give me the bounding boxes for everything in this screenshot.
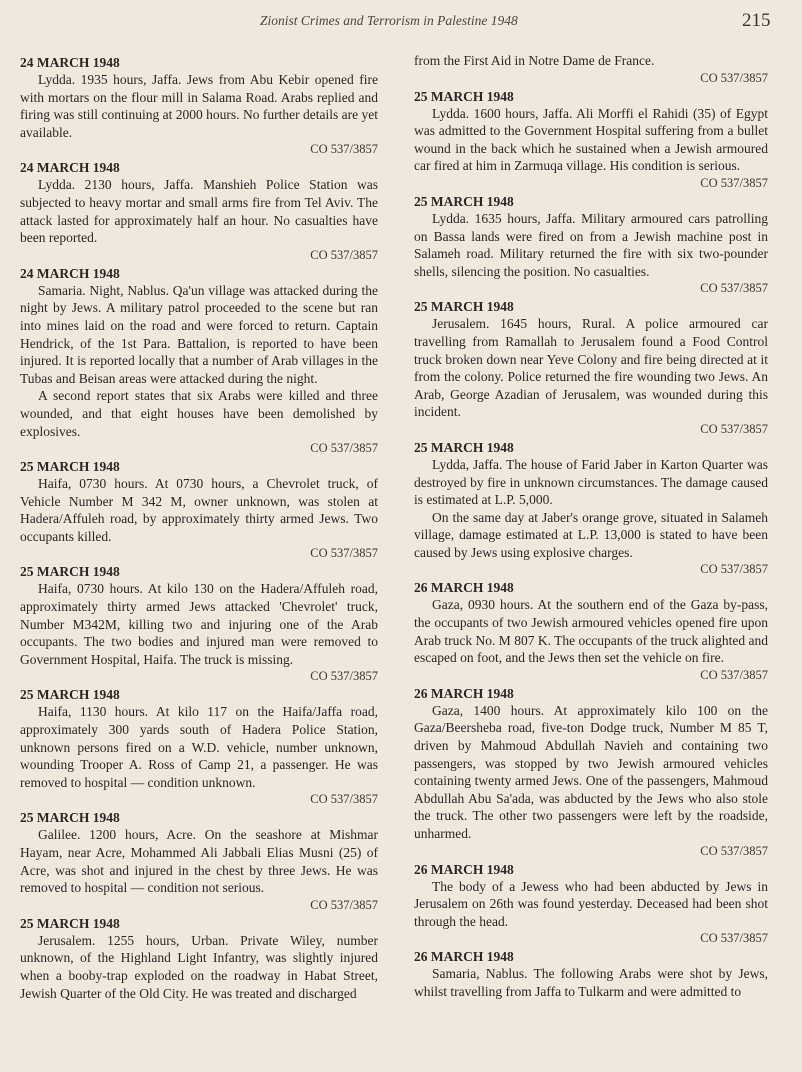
entry-date: 25 MARCH 1948 — [20, 810, 120, 826]
entry-paragraph: Lydda. 2130 hours, Jaffa. Manshieh Police Station was subjected to heavy mortar and small arms fire from Tel Aviv. The attack lasted for approximately half an hour. No casualties have been reported. — [20, 177, 378, 246]
entry-paragraph: On the same day at Jaber's orange grove, situated in Salameh village, damage estimated at L.P. 13,000 is stated to have been caused by Jews using explosive charges. — [414, 509, 768, 560]
entry-paragraph: from the First Aid in Notre Dame de France. — [414, 53, 655, 68]
entry-date: 24 MARCH 1948 — [20, 55, 120, 70]
source-reference: CO 537/3857 — [310, 897, 378, 912]
entry-paragraph: Lydda. 1935 hours, Jaffa. Jews from Abu Kebir opened fire with mortars on the flour mill in Salama Road. Arabs replied and firing was still continuing at 2000 hours. No further details are yet available. — [20, 72, 378, 140]
source-reference: CO 537/3857 — [700, 667, 768, 682]
report-entry — [20, 159, 378, 262]
report-entry — [414, 52, 768, 86]
entry-paragraph: Gaza, 1400 hours. At approximately kilo 100 on the Gaza/Beersheba road, five-ton Dodge truck, Number M 85 T, driven by Mahmoud Abdullah Navieh and containing two passengers, was stopped by two Jewish armoured vehicles containing twenty armed Jews. One of the passengers, Mahmoud Abdullah Abu Sa'ada, was abducted by the Jews who also stole the truck. The other two passengers were left by the roadside, unharmed. — [414, 702, 768, 841]
entry-paragraph: The body of a Jewess who had been abducted by Jews in Jerusalem on 26th was found yesterday. Deceased had been shot through the head. — [414, 878, 768, 929]
right-column — [414, 52, 768, 1001]
entry-paragraph: Samaria. Night, Nablus. Qa'un village was attacked during the night by Jews. A military patrol proceeded to the scene but ran into mines laid on the road and were forced to return. Captain Hendrick, of the 1st Para. Battalion, is reported to have been injured. It is reported locally that a number of Arab villages in the Tubas and Beisan areas were attacked during the night. — [20, 282, 378, 386]
entry-date: 24 MARCH 1948 — [20, 160, 120, 176]
entry-paragraph: Jerusalem. 1255 hours, Urban. Private Wiley, number unknown, of the Highland Light Infantry, was slightly injured when a booby-trap exploded on the roadway in Habat Street, Jewish Quarter of the Old City. He was treated and discharged — [20, 932, 378, 1001]
entry-paragraph: Galilee. 1200 hours, Acre. On the seashore at Mishmar Hayam, near Acre, Mohammed Ali Jabbali Elias Musni (25) of Acre, was shot and injured in the chest by three Jews. He was removed to hospital — condition not serious. — [20, 827, 378, 896]
entry-date: 25 MARCH 1948 — [414, 193, 514, 209]
entry-paragraph: Haifa, 0730 hours. At kilo 130 on the Hadera/Affuleh road, approximately thirty armed Jews attacked 'Chevrolet' truck, Number M342M, killing two and injuring one of the Arab occupants. The two bodies and injured man were removed to Government Hospital, Haifa. The truck is missing. — [20, 581, 378, 667]
report-entry — [414, 948, 768, 1000]
entry-date: 25 MARCH 1948 — [414, 88, 514, 104]
entry-paragraph: A second report states that six Arabs were killed and three wounded, and that eight houses have been demolished by explosives. — [20, 388, 378, 439]
running-head — [0, 10, 802, 36]
source-reference: CO 537/3857 — [310, 247, 378, 262]
entry-paragraph: Lydda. 1600 hours, Jaffa. Ali Morffi el Rahidi (35) of Egypt was admitted to the Government Hospital suffering from a bullet wound in the back which he sustained when a Jewish armoured car fired at him in Zarmuqa village. His condition is serious. — [414, 105, 768, 174]
report-entry — [20, 915, 378, 1002]
report-entry — [20, 809, 378, 912]
report-entry — [20, 265, 378, 456]
report-entry — [20, 54, 378, 157]
entry-paragraph: Samaria, Nablus. The following Arabs were shot by Jews, whilst travelling from Jaffa to Tulkarm and were admitted to — [414, 966, 768, 999]
entry-date: 25 MARCH 1948 — [414, 439, 514, 455]
entry-date: 25 MARCH 1948 — [20, 564, 120, 580]
source-reference: CO 537/3857 — [700, 421, 768, 436]
left-column — [20, 52, 378, 1002]
entry-date: 25 MARCH 1948 — [20, 459, 120, 475]
source-reference: CO 537/3857 — [700, 281, 768, 296]
report-entry — [414, 193, 768, 296]
source-reference: CO 537/3857 — [310, 142, 378, 157]
entry-date: 26 MARCH 1948 — [414, 861, 514, 877]
entry-paragraph: Gaza, 0930 hours. At the southern end of the Gaza by-pass, the occupants of two Jewish armoured vehicles opened fire upon Arab truck No. M 807 K. The occupants of the truck alighted and escaped on foot, and the Jews then set the vehicle on fire. — [414, 597, 768, 666]
entry-date: 26 MARCH 1948 — [414, 580, 514, 596]
running-title: Zionist Crimes and Terrorism in Palestine 1948 — [260, 13, 518, 28]
report-entry — [20, 686, 378, 807]
page-number: 215 — [742, 10, 771, 31]
source-reference: CO 537/3857 — [310, 792, 378, 807]
source-reference: CO 537/3857 — [700, 70, 768, 85]
report-entry — [414, 439, 768, 578]
report-entry — [414, 685, 768, 859]
entry-date: 25 MARCH 1948 — [20, 687, 120, 703]
entry-paragraph: Haifa, 0730 hours. At 0730 hours, a Chevrolet truck, of Vehicle Number M 342 M, owner unknown, was stolen at Hadera/Affuleh road, by approximately thirty armed Jews. Two occupants killed. — [20, 476, 378, 544]
entry-paragraph: Jerusalem. 1645 hours, Rural. A police armoured car travelling from Ramallah to Jerusalem found a Food Control truck broken down near Yeve Colony and fire being directed at it from the colony. Police returned the fire wounding two Jews. An Arab, George Azadian of Jerusalem, was wounded during this incident. — [414, 316, 768, 420]
report-entry — [414, 861, 768, 947]
entry-paragraph: Lydda. 1635 hours, Jaffa. Military armoured cars patrolling on Bassa lands were fired on from a Jewish machine post in Salameh road. Military returned the fire with six two-pounder shells, silencing the position. No casualties. — [414, 210, 768, 279]
entry-date: 26 MARCH 1948 — [414, 685, 514, 701]
source-reference: CO 537/3857 — [700, 175, 768, 190]
source-reference: CO 537/3857 — [700, 843, 768, 858]
source-reference: CO 537/3857 — [310, 669, 378, 684]
report-entry — [414, 88, 768, 191]
entry-date: 25 MARCH 1948 — [414, 299, 514, 315]
entry-date: 25 MARCH 1948 — [20, 915, 120, 931]
source-reference: CO 537/3857 — [700, 931, 768, 946]
report-entry — [414, 298, 768, 437]
entry-date: 26 MARCH 1948 — [414, 949, 514, 965]
entry-paragraph: Haifa, 1130 hours. At kilo 117 on the Haifa/Jaffa road, approximately 300 yards south of Hadera Police Station, unknown persons fired on a W.D. vehicle, number unknown, wounding Trooper A. Ross of Camp 21, a passenger. He was removed to hospital — condition unknown. — [20, 704, 378, 790]
report-entry — [20, 458, 378, 561]
report-entry — [20, 563, 378, 684]
entry-paragraph: Lydda, Jaffa. The house of Farid Jaber in Karton Quarter was destroyed by fire in unknown circumstances. The damage caused is estimated at L.P. 5,000. — [414, 456, 768, 508]
source-reference: CO 537/3857 — [310, 441, 378, 456]
source-reference: CO 537/3857 — [310, 546, 378, 561]
report-entry — [414, 579, 768, 682]
source-reference: CO 537/3857 — [700, 562, 768, 577]
entry-date: 24 MARCH 1948 — [20, 265, 120, 281]
